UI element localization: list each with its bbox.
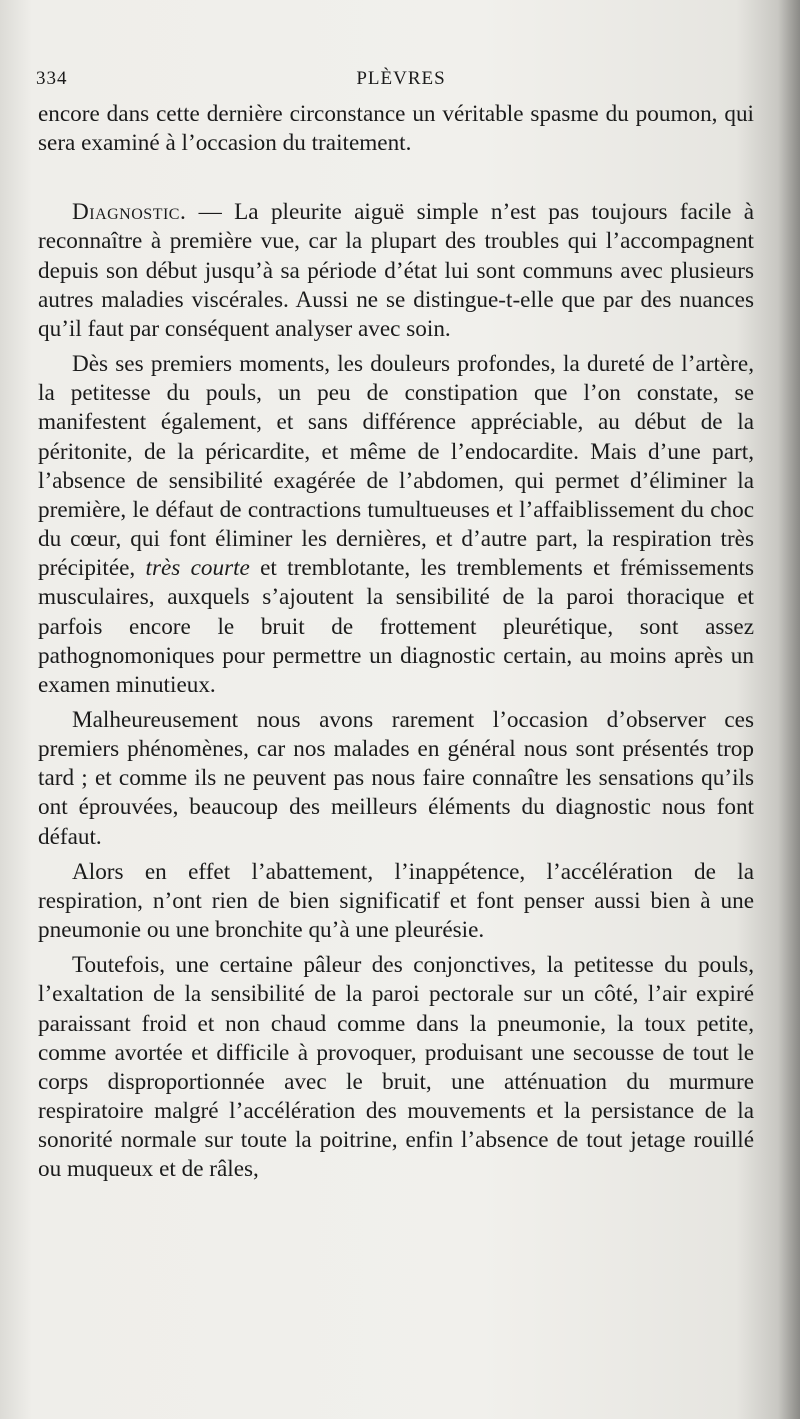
paragraph-diagnostic-text: — La pleurite aiguë simple n’est pas toujours facile à reconnaître à première vue, car la plupart des troubles qui l’accompagnent depuis son début jusqu’à sa période d’état lui sont communs avec plusieurs autres maladies viscérales. Aussi ne se distingue-t-elle que par des nuances qu’il faut par conséquent analyser avec soin. (38, 199, 754, 342)
page-header (36, 68, 766, 98)
running-title: PLÈVRES (356, 68, 446, 89)
paragraph-alors: Alors en effet l’abattement, l’inappétence, l’accélération de la respiration, n’ont rien de bien significatif et font penser aussi bien à une pneumonie ou une bronchite qu’à une pleurésie. (38, 858, 754, 944)
page-edge-shadow (778, 0, 800, 1419)
paragraph-first-moments-b: et tremblotante, les tremblements et frémissements musculaires, auxquels s’ajoutent la sensibilité de la paroi thoracique et parfois encore le bruit de frottement pleurétique, sont assez pathognomoniques pour permettre un diagnostic certain, au moins après un examen minutieux. (38, 555, 754, 698)
paragraph-first-moments-a: Dès ses premiers moments, les douleurs profondes, la dureté de l’artère, la petitesse du pouls, un peu de constipation que l’on constate, se manifestent également, et sans différence appréciable, au début de la péritonite, de la péricardite, et même de l’endocardite. Mais d’une part, l’absence de sensibilité exagérée de l’abdomen, qui permet d’éliminer la première, le défaut de contractions tumultueuses et l’affaiblissement du choc du cœur, qui font éliminer les dernières, et d’autre part, la respiration très précipitée, (38, 351, 754, 582)
paragraph-toutefois: Toutefois, une certaine pâleur des conjonctives, la petitesse du pouls, l’exaltation de la sensibilité de la paroi pectorale sur un côté, l’air expiré paraissant froid et non chaud comme dans la pneumonie, la toux petite, comme avortée et difficile à provoquer, produisant une secousse de tout le corps disproportionnée avec le bruit, une atténuation du murmure respiratoire malgré l’accélération des mouvements et la persistance de la sonorité normale sur toute la poitrine, enfin l’absence de tout jetage rouillé ou muqueux et de râles, (38, 952, 754, 1183)
paragraph-continuation: encore dans cette dernière circonstance un véritable spasme du poumon, qui sera examiné à l’occasion du traitement. (38, 101, 754, 157)
section-heading-diagnostic: Diagnostic. (72, 199, 187, 226)
italic-phrase: très courte (145, 555, 250, 582)
body-text (38, 100, 754, 1184)
paragraph-unfortunately: Malheureusement nous avons rarement l’occasion d’observer ces premiers phénomènes, car nos malades en général nous sont présentés trop tard ; et comme ils ne peuvent pas nous faire connaître les sensations qu’ils ont éprouvées, beaucoup des meilleurs éléments du diagnostic nous font défaut. (38, 706, 754, 850)
paragraph-first-moments (38, 350, 754, 700)
page-number: 334 (36, 68, 68, 89)
paragraph-diagnostic (38, 198, 754, 344)
